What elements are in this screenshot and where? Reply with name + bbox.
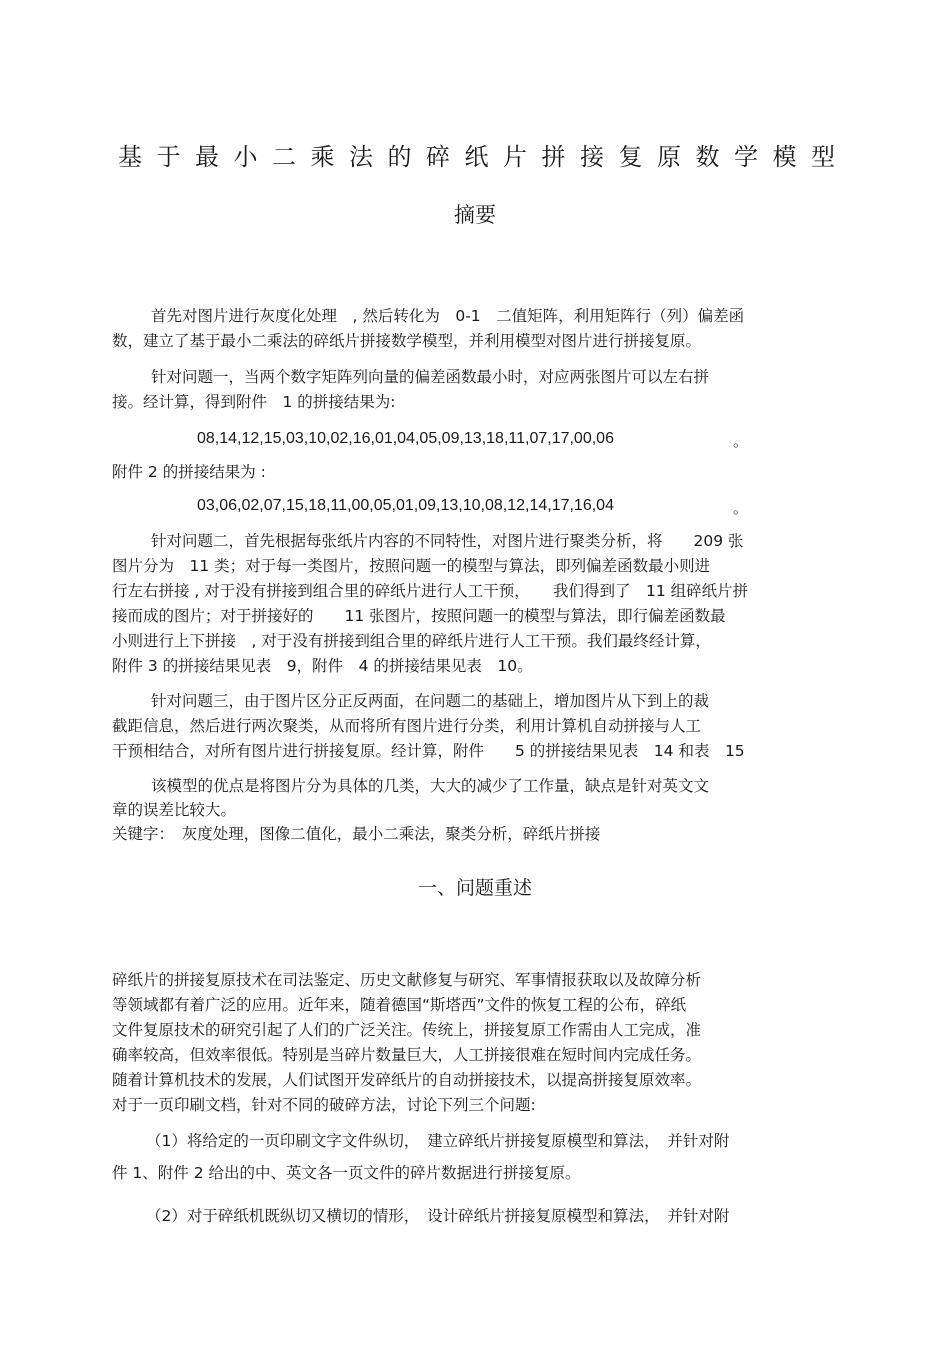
- result-period: 。: [733, 499, 749, 517]
- abstract-line: 附件 3 的拼接结果见表 9，附件 4 的拼接结果见表 10。: [112, 657, 533, 675]
- attachment1-result: 08,14,12,15,03,10,02,16,01,04,05,09,13,18,11,07,17,00,06: [197, 430, 614, 447]
- abstract-line: 首先对图片进行灰度化处理 , 然后转化为 0-1 二值矩阵，利用矩阵行（列）偏差函: [151, 307, 745, 325]
- keywords: 关键字： 灰度处理，图像二值化，最小二乘法，聚类分析，碎纸片拼接: [112, 825, 601, 843]
- abstract-line: 图片分为 11 类；对于每一类图片，按照问题一的模型与算法，即列偏差函数最小则进: [112, 557, 711, 575]
- body-line: 等领域都有着广泛的应用。近年来，随着德国“斯塔西”文件的恢复工程的公布，碎纸: [112, 996, 687, 1014]
- body-line: 对于一页印刷文档，针对不同的破碎方法，讨论下列三个问题:: [112, 1096, 536, 1114]
- abstract-line: 干预相结合，对所有图片进行拼接复原。经计算，附件 5 的拼接结果见表 14 和表 15: [112, 742, 745, 760]
- section-heading: 一、问题重述: [417, 877, 532, 899]
- abstract-line: 小则进行上下拼接 , 对于没有拼接到组合里的碎纸片进行人工干预。我们最终经计算，: [112, 632, 711, 650]
- body-line: 碎纸片的拼接复原技术在司法鉴定、历史文献修复与研究、军事情报获取以及故障分析: [112, 971, 702, 989]
- abstract-line: 接而成的图片；对于拼接好的 11 张图片，按照问题一的模型与算法，即行偏差函数最: [112, 607, 726, 625]
- abstract-line: 附件 2 的拼接结果为 :: [112, 463, 266, 481]
- abstract-heading: 摘要: [454, 203, 496, 227]
- abstract-line: 接。经计算，得到附件 1 的拼接结果为:: [112, 393, 396, 411]
- attachment2-result: 03,06,02,07,15,18,11,00,05,01,09,13,10,08,12,14,17,16,04: [197, 497, 614, 514]
- abstract-line: 行左右拼接 , 对于没有拼接到组合里的碎纸片进行人工干预， 我们得到了 11 组碎纸片拼: [112, 582, 749, 600]
- abstract-line: 数，建立了基于最小二乘法的碎纸片拼接数学模型，并利用模型对图片进行拼接复原。: [112, 332, 702, 350]
- paper-title: 基于最小二乘法的碎纸片拼接复原数学模型: [118, 143, 850, 171]
- abstract-line: 章的误差比较大。: [112, 801, 237, 819]
- body-line: 文件复原技术的研究引起了人们的广泛关注。传统上，拼接复原工作需由人工完成，准: [112, 1021, 702, 1039]
- abstract-line: 针对问题二，首先根据每张纸片内容的不同特性，对图片进行聚类分析，将 209 张: [151, 532, 744, 550]
- abstract-line: 针对问题三，由于图片区分正反两面，在问题二的基础上，增加图片从下到上的裁: [151, 692, 710, 710]
- abstract-line: 截距信息，然后进行两次聚类，从而将所有图片进行分类，利用计算机自动拼接与人工: [112, 717, 702, 735]
- body-line: 件 1、附件 2 给出的中、英文各一页文件的碎片数据进行拼接复原。: [112, 1164, 581, 1182]
- body-line: 确率较高，但效率很低。特别是当碎片数量巨大，人工拼接很难在短时间内完成任务。: [112, 1046, 702, 1064]
- result-period: 。: [733, 432, 749, 450]
- abstract-line: 针对问题一，当两个数字矩阵列向量的偏差函数最小时，对应两张图片可以左右拼: [151, 368, 710, 386]
- body-line: （1）将给定的一页印刷文字文件纵切， 建立碎纸片拼接复原模型和算法， 并针对附: [146, 1132, 730, 1150]
- body-line: 随着计算机技术的发展，人们试图开发碎纸片的自动拼接技术，以提高拼接复原效率。: [112, 1071, 702, 1089]
- body-line: （2）对于碎纸机既纵切又横切的情形， 设计碎纸片拼接复原模型和算法， 并针对附: [146, 1207, 730, 1225]
- abstract-line: 该模型的优点是将图片分为具体的几类，大大的减少了工作量，缺点是针对英文文: [151, 777, 710, 795]
